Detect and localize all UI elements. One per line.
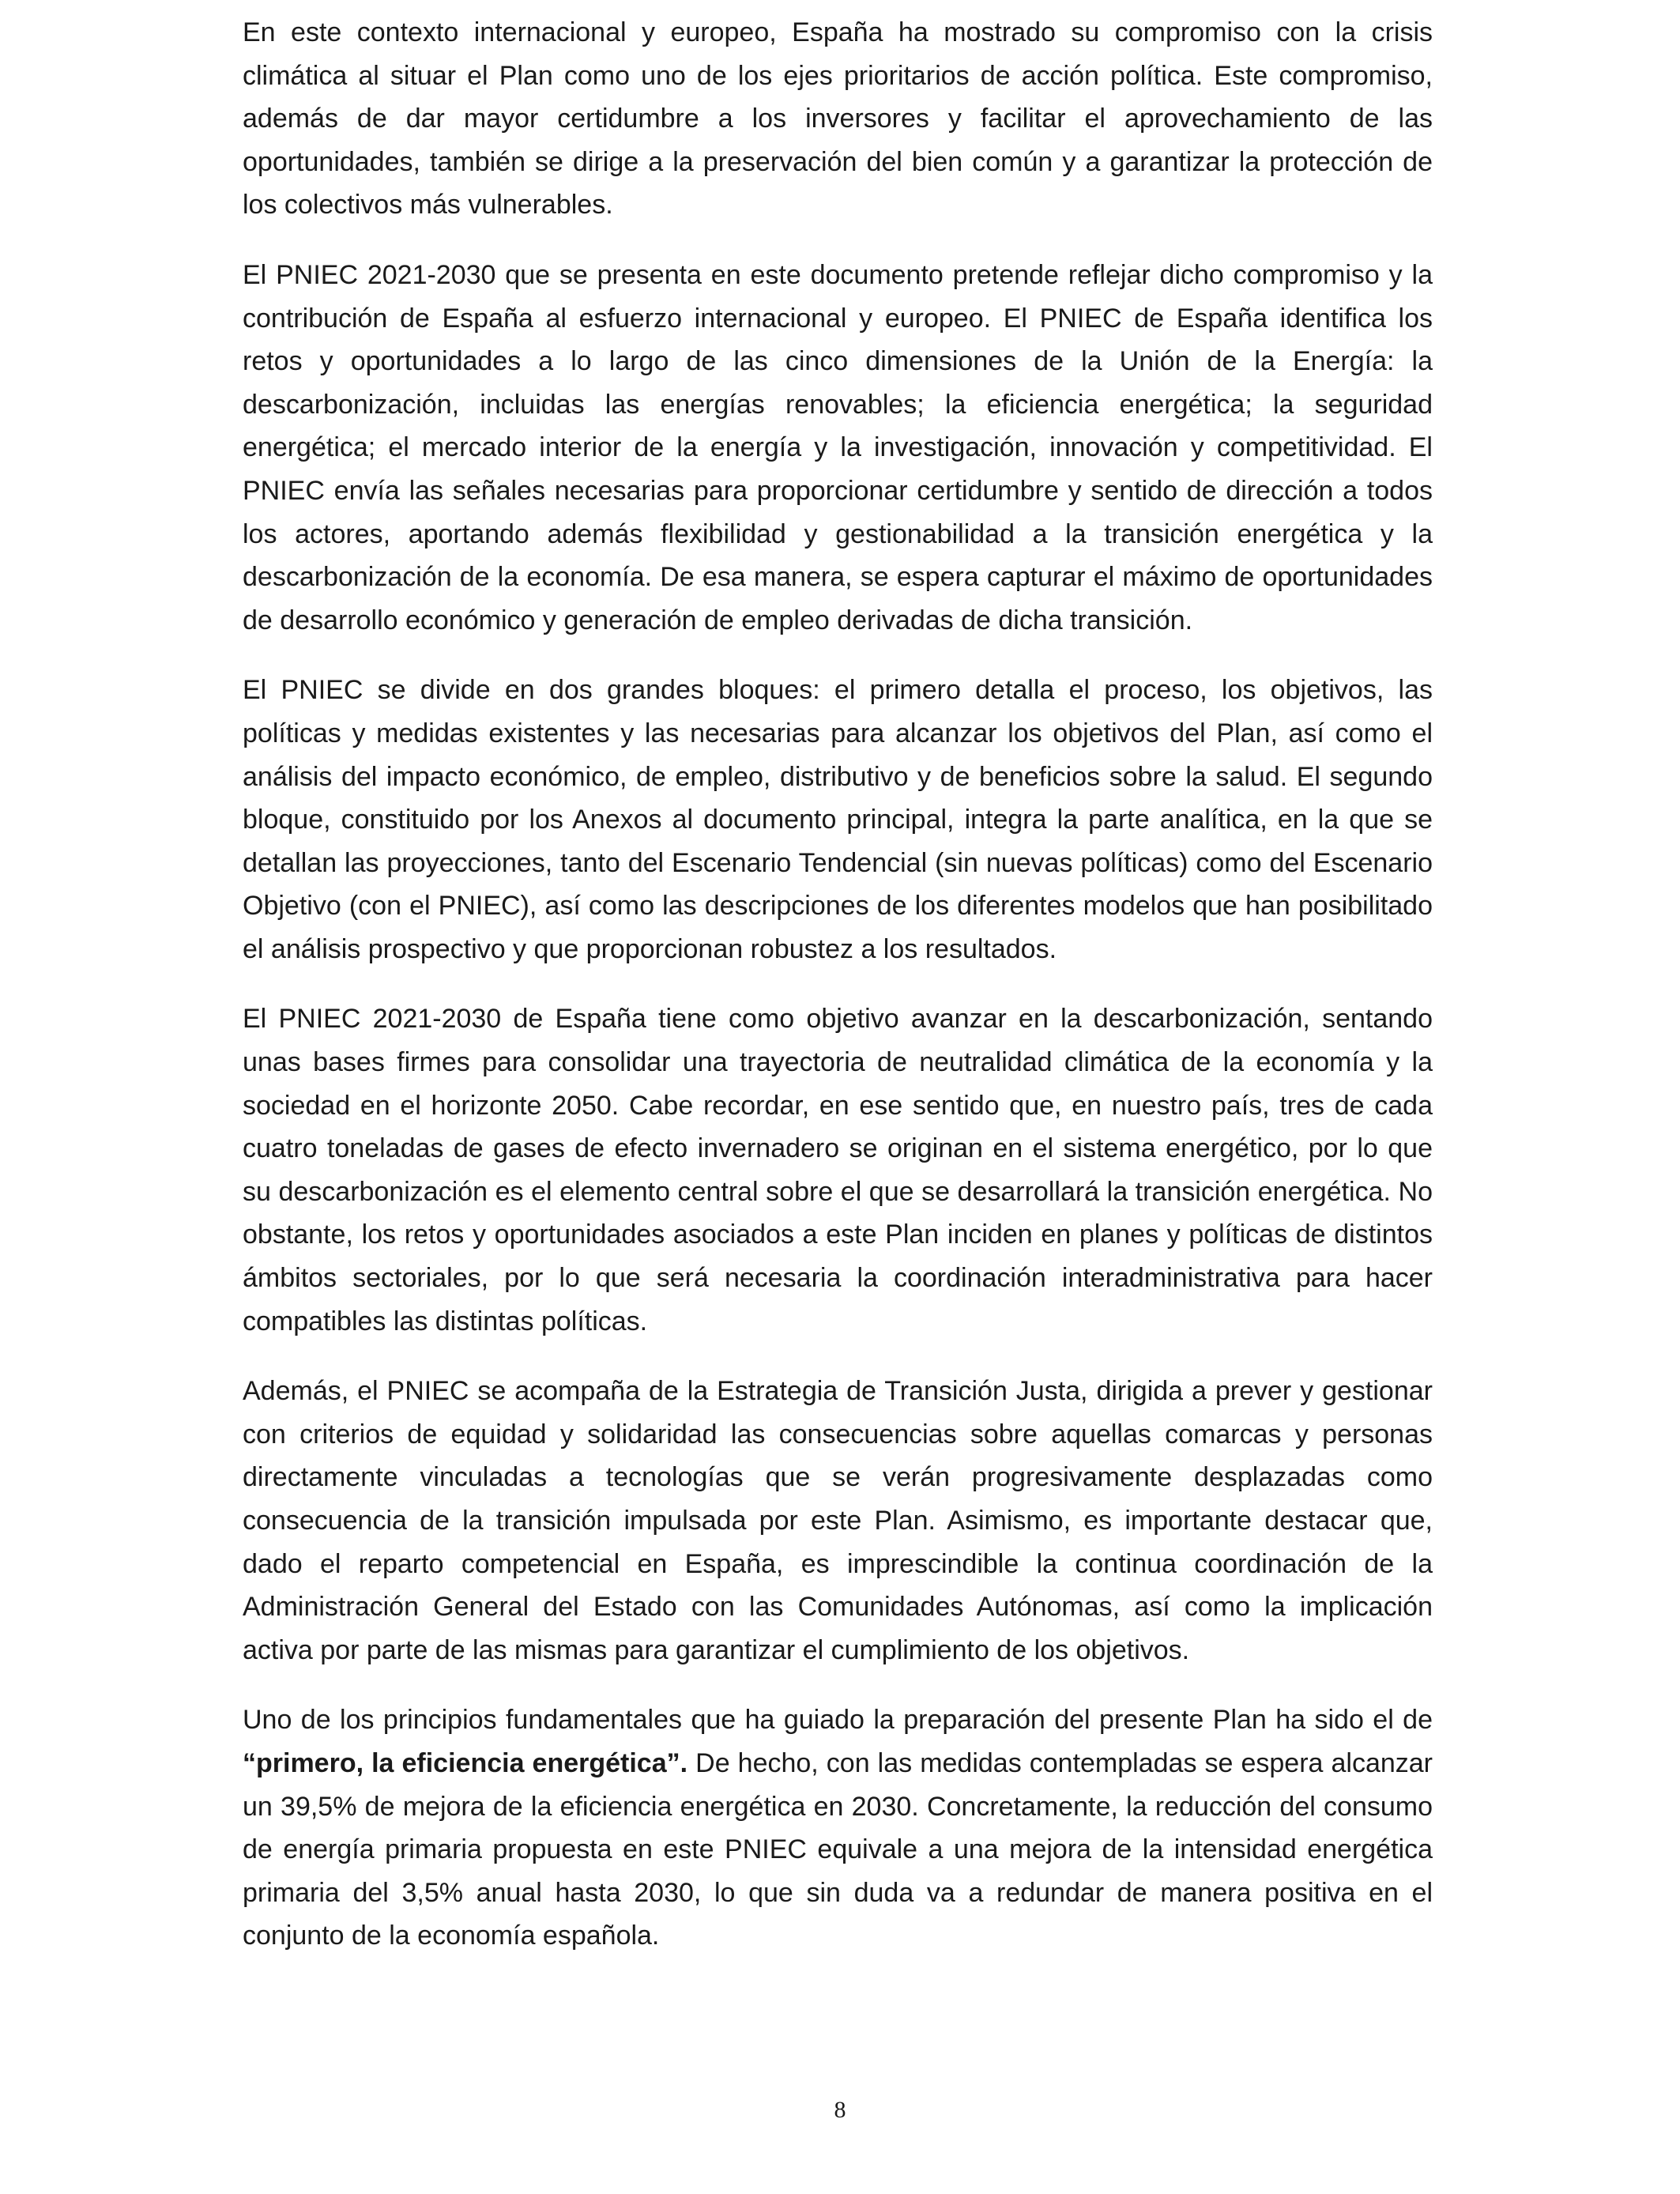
paragraph-pniec-commitment: El PNIEC 2021-2030 que se presenta en este documento pretende reflejar dicho compromiso y la contribución de España al esfuerzo internacional y europeo. El PNIEC de España identifica los retos y oportunidades a lo largo de las cinco dimensiones de la Unión de la Energía: la descarbonización, incluidas las energías renovables; la eficiencia energética; la seguridad energética; el mercado interior de la energía y la investigación, innovación y competitividad. El PNIEC envía las señales necesarias para proporcionar certidumbre y sentido de dirección a todos los actores, aportando además flexibilidad y gestionabilidad a la transición energética y la descarbonización de la economía. De esa manera, se espera capturar el máximo de oportunidades de desarrollo económico y generación de empleo derivadas de dicha transición. <box>243 259 1433 635</box>
page-number: 8 <box>834 2097 846 2123</box>
paragraph-energy-efficiency-rest: De hecho, con las medidas contempladas se espera alcanzar un 39,5% de mejora de la eficiencia energética en 2030. Concretamente, la reducción del consumo de energía primaria propuesta en este PNIEC equivale a una mejora de la intensidad energética primaria del 3,5% anual hasta 2030, lo que sin duda va a redundar de manera positiva en el conjunto de la economía española. <box>243 1747 1433 1951</box>
paragraph-pniec-structure: El PNIEC se divide en dos grandes bloques: el primero detalla el proceso, los objetivos, las políticas y medidas existentes y las necesarias para alcanzar los objetivos del Plan, así como el análisis del impacto económico, de empleo, distributivo y de beneficios sobre la salud. El segundo bloque, constituido por los Anexos al documento principal, integra la parte analítica, en la que se detallan las proyecciones, tanto del Escenario Tendencial (sin nuevas políticas) como del Escenario Objetivo (con el PNIEC), así como las descripciones de los diferentes modelos que han posibilitado el análisis prospectivo y que proporcionan robustez a los resultados. <box>243 675 1433 964</box>
paragraph-energy-efficiency-intro: Uno de los principios fundamentales que ha guiado la preparación del presente Plan ha sido el de <box>243 1705 1433 1736</box>
paragraph-just-transition: Además, el PNIEC se acompaña de la Estrategia de Transición Justa, dirigida a prever y gestionar con criterios de equidad y solidaridad las consecuencias sobre aquellas comarcas y personas directamente vinculadas a tecnologías que se verán progresivamente desplazadas como consecuencia de la transición impulsada por este Plan. Asimismo, es importante destacar que, dado el reparto competencial en España, es imprescindible la continua coordinación de la Administración General del Estado con las Comunidades Autónomas, así como la implicación activa por parte de las mismas para garantizar el cumplimiento de los objetivos. <box>243 1376 1433 1665</box>
energy-efficiency-principle: “primero, la eficiencia energética”. <box>243 1747 688 1778</box>
paragraph-international-context: En este contexto internacional y europeo, España ha mostrado su compromiso con la crisis climática al situar el Plan como uno de los ejes prioritarios de acción política. Este compromiso, además de dar mayor certidumbre a los inversores y facilitar el aprovechamiento de las oportunidades, también se dirige a la preservación del bien común y a garantizar la protección de los colectivos más vulnerables. <box>243 17 1433 221</box>
paragraph-energy-efficiency <box>243 1698 1433 1958</box>
paragraph-decarbonization-objective: El PNIEC 2021-2030 de España tiene como objetivo avanzar en la descarbonización, sentando unas bases firmes para consolidar una trayectoria de neutralidad climática de la economía y la sociedad en el horizonte 2050. Cabe recordar, en ese sentido que, en nuestro país, tres de cada cuatro toneladas de gases de efecto invernadero se originan en el sistema energético, por lo que su descarbonización es el elemento central sobre el que se desarrollará la transición energética. No obstante, los retos y oportunidades asociados a este Plan inciden en planes y políticas de distintos ámbitos sectoriales, por lo que será necesaria la coordinación interadministrativa para hacer compatibles las distintas políticas. <box>243 1004 1433 1336</box>
document-body <box>243 11 1433 1985</box>
